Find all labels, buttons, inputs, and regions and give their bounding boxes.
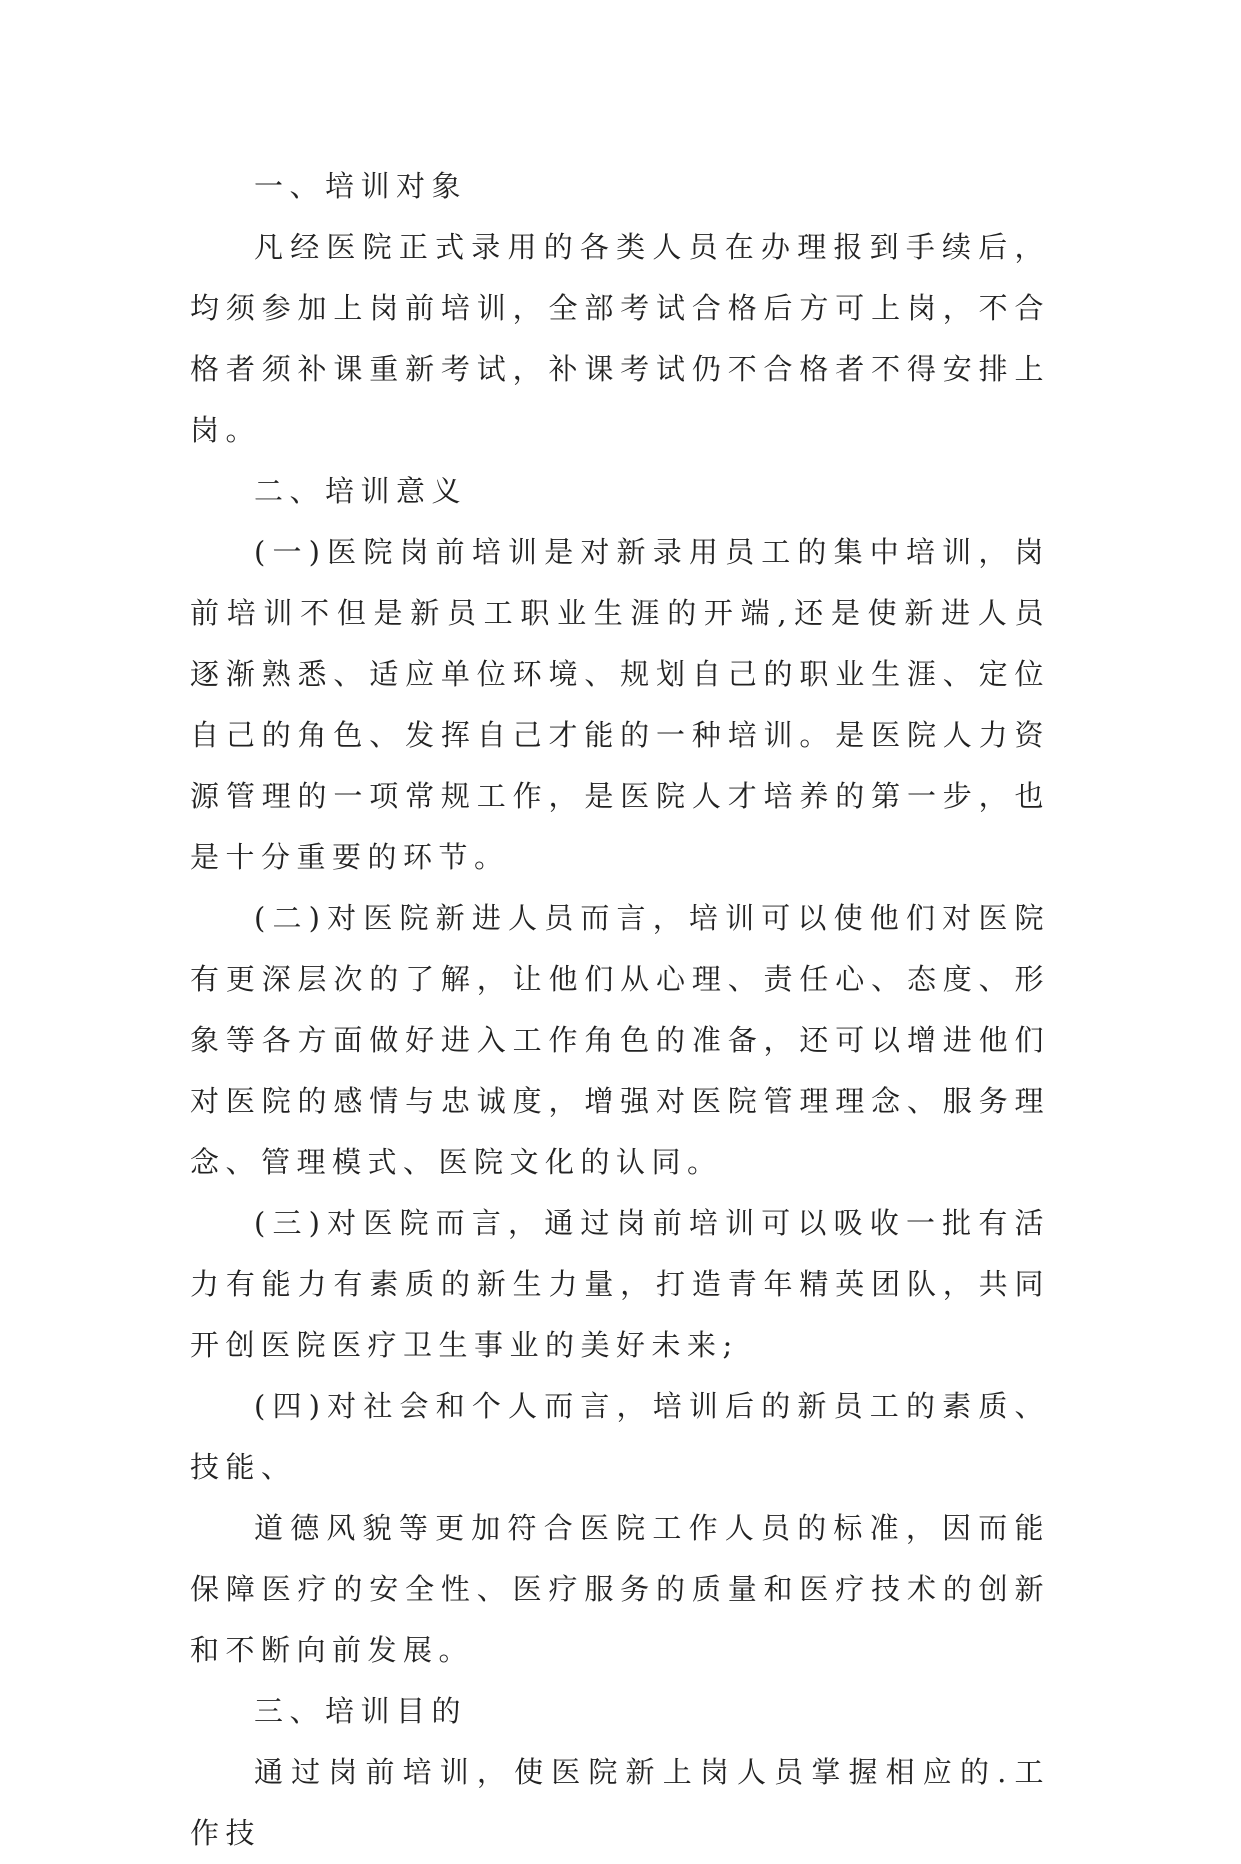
paragraph-targets: 凡经医院正式录用的各类人员在办理报到手续后，均须参加上岗前培训，全部考试合格后方可上岗，不合格者须补课重新考试，补课考试仍不合格者不得安排上岗。 (190, 230, 1050, 447)
paragraph-purpose: 通过岗前培训，使医院新上岗人员掌握相应的.工作技 (190, 1755, 1050, 1850)
section-heading-targets: 一、培训对象 (254, 169, 468, 203)
paragraph-significance-1: (一)医院岗前培训是对新录用员工的集中培训，岗前培训不但是新员工职业生涯的开端,还是使新进人员逐渐熟悉、适应单位环境、规划自己的职业生涯、定位自己的角色、发挥自己才能的一种培训。是医院人力资源管理的一项常规工作，是医院人才培养的第一步，也是十分重要的环节。 (190, 535, 1050, 874)
section-heading-significance: 二、培训意义 (254, 474, 468, 508)
section-heading-purpose: 三、培训目的 (254, 1694, 468, 1728)
paragraph-significance-2: (二)对医院新进人员而言，培训可以使他们对医院有更深层次的了解，让他们从心理、责任心、态度、形象等各方面做好进入工作角色的准备，还可以增进他们对医院的感情与忠诚度，增强对医院管理理念、服务理念、管理模式、医院文化的认同。 (190, 901, 1050, 1179)
paragraph-significance-3: (三)对医院而言，通过岗前培训可以吸收一批有活力有能力有素质的新生力量，打造青年精英团队，共同开创医院医疗卫生事业的美好未来; (190, 1206, 1050, 1362)
paragraph-significance-4: (四)对社会和个人而言，培训后的新员工的素质、技能、 (190, 1389, 1050, 1484)
paragraph-significance-4-continued: 道德风貌等更加符合医院工作人员的标准，因而能保障医疗的安全性、医疗服务的质量和医疗技术的创新和不断向前发展。 (190, 1511, 1050, 1667)
document-body (190, 156, 1050, 1864)
